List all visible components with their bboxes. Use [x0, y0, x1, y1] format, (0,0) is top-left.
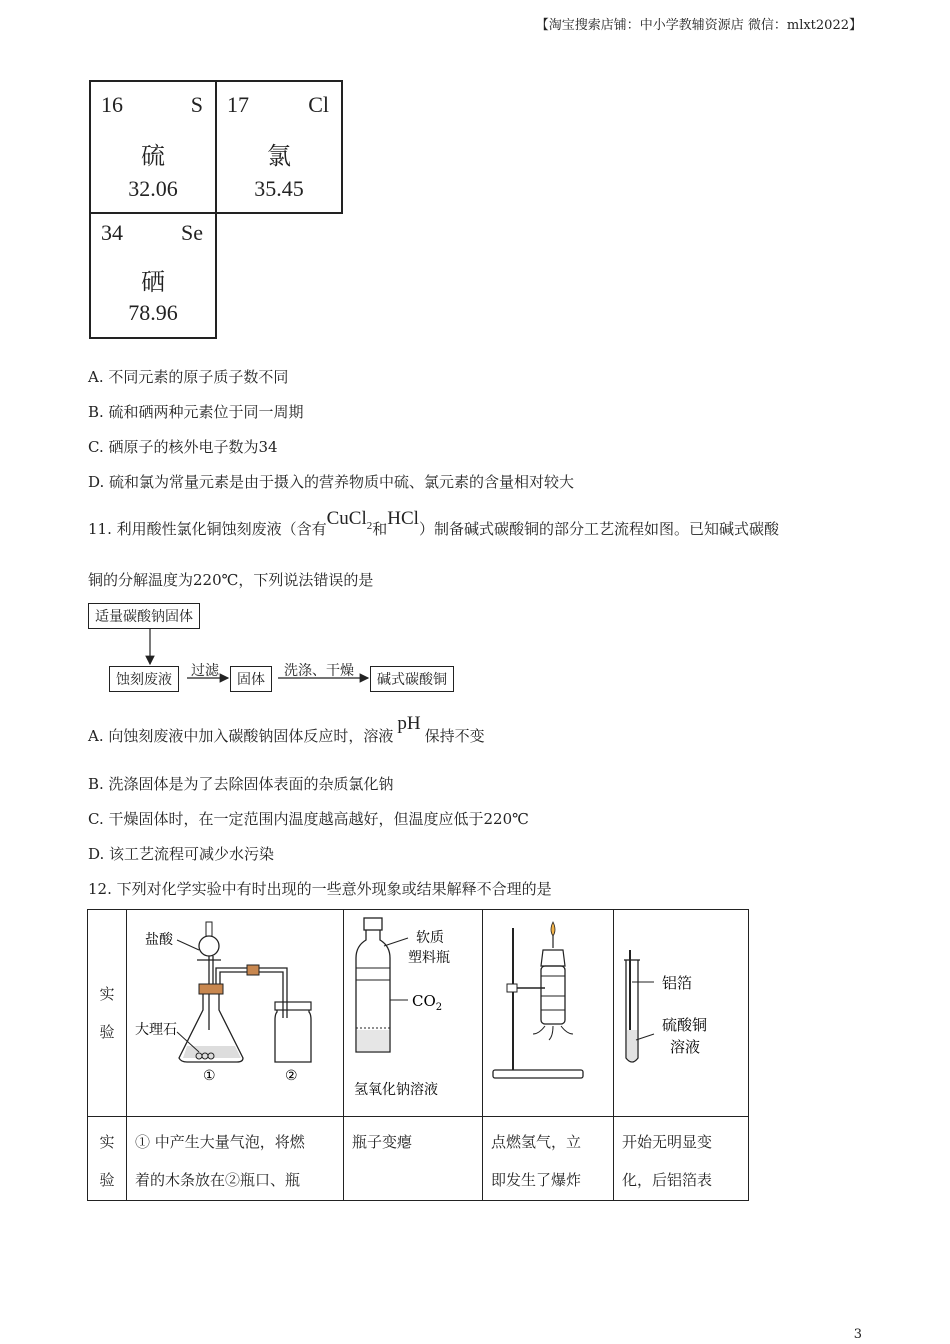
label-copper-sulfate-line2: 溶液: [670, 1038, 701, 1056]
q11-stem-part2: ）制备碱式碳酸铜的部分工艺流程如图。已知碱式碳酸: [418, 520, 779, 538]
label-copper-sulfate-line1: 硫酸铜: [662, 1016, 708, 1034]
hydrogen-ignition-diagram: [483, 910, 613, 1116]
label-acid: 盐酸: [145, 932, 173, 948]
formula-main: CuCl: [326, 508, 367, 529]
label-co2: [412, 992, 442, 1013]
label-flask-1: ①: [203, 1068, 216, 1084]
element-cell-chlorine: [215, 80, 343, 214]
row-header-char: 实: [99, 985, 115, 1003]
element-name: 硒: [141, 268, 165, 296]
element-symbol: Se: [181, 220, 203, 245]
diagram-cell-co2-generation: [127, 910, 344, 1117]
flow-step-filter: 过滤: [191, 663, 219, 679]
q11-option-d: D. 该工艺流程可减少水污染: [88, 845, 275, 863]
formula-hcl: HCl: [387, 508, 419, 529]
q11-option-a: [88, 713, 485, 747]
phenomenon-cell-3: [483, 1117, 614, 1201]
experiment-phenomenon-row: [88, 1117, 749, 1201]
phenomenon-cell-2: [344, 1117, 483, 1201]
q10-option-c: C. 硒原子的核外电子数为34: [88, 438, 278, 456]
q11-option-c: C. 干燥固体时，在一定范围内温度越高越好，但温度应低于220℃: [88, 810, 529, 828]
label-soft-bottle-line1: 软质: [416, 930, 444, 946]
atomic-number: 17: [227, 92, 249, 117]
q10-option-a: A. 不同元素的原子质子数不同: [88, 368, 289, 386]
flow-step-wash-dry: 洗涤、干燥: [284, 663, 354, 679]
q12-stem: 12. 下列对化学实验中有时出现的一些意外现象或结果解释不合理的是: [88, 880, 552, 898]
co2-apparatus-diagram: [127, 910, 343, 1116]
q11-stem-line2: 铜的分解温度为220℃，下列说法错误的是: [88, 571, 374, 589]
atomic-mass: 35.45: [254, 176, 304, 201]
flow-waste-box: 蚀刻废液: [109, 666, 179, 692]
q10-option-b: B. 硫和硒两种元素位于同一周期: [88, 403, 304, 421]
q11-stem-part1: 11. 利用酸性氯化铜蚀刻废液（含有: [88, 520, 327, 538]
phenomenon-cell-1: [127, 1117, 344, 1201]
row-header-experiment: [88, 910, 127, 1117]
label-soft-bottle-line2: 塑料瓶: [408, 950, 450, 966]
q11-stem: [88, 508, 779, 542]
q11-option-b: B. 洗涤固体是为了去除固体表面的杂质氯化钠: [88, 775, 394, 793]
co2-main: CO: [412, 992, 436, 1010]
label-bottle-2: ②: [285, 1068, 298, 1084]
page-number: 3: [853, 1327, 862, 1342]
phenomenon-cell-4: [614, 1117, 749, 1201]
formula-ph: pH: [397, 713, 421, 734]
label-marble: 大理石: [135, 1022, 177, 1038]
atomic-number: 34: [101, 220, 123, 245]
flow-solid-box: 固体: [230, 666, 272, 692]
q11-option-a-part1: A. 向蚀刻废液中加入碳酸钠固体反应时，溶液: [88, 727, 394, 745]
phenomenon-line: 开始无明显变: [622, 1133, 713, 1151]
element-cell-selenium: [89, 212, 217, 339]
q11-stem-and: 和: [372, 520, 388, 538]
element-symbol: S: [190, 92, 203, 117]
atomic-mass: 78.96: [128, 300, 178, 325]
experiment-diagram-row: [88, 910, 749, 1117]
plastic-bottle-diagram: [344, 910, 482, 1116]
element-name: 硫: [141, 142, 165, 170]
row-header-char: 实: [99, 1133, 115, 1151]
label-aluminum-foil: 铝箔: [662, 974, 693, 992]
phenomenon-line: 点燃氢气，立: [491, 1133, 582, 1151]
diagram-cell-hydrogen-ignition: [483, 910, 614, 1117]
aluminum-foil-diagram: [614, 910, 748, 1116]
phenomenon-line: 化，后铝箔表: [622, 1171, 713, 1189]
experiment-table: [87, 909, 749, 1201]
row-header-char: 验: [99, 1023, 115, 1041]
row-header-char: 验: [99, 1171, 115, 1189]
co2-subscript: 2: [435, 1002, 443, 1013]
phenomenon-line: ① 中产生大量气泡，将燃: [135, 1133, 305, 1151]
formula-cucl2: [326, 508, 373, 532]
element-name: 氯: [267, 142, 291, 170]
flow-reagent-box: 适量碳酸钠固体: [88, 603, 200, 629]
q11-option-a-part2: 保持不变: [424, 727, 485, 745]
element-symbol: Cl: [308, 92, 329, 117]
diagram-cell-aluminum-foil: [614, 910, 749, 1117]
phenomenon-line: 瓶子变瘪: [352, 1133, 413, 1151]
diagram-cell-plastic-bottle: [344, 910, 483, 1117]
flow-product-box: 碱式碳酸铜: [370, 666, 454, 692]
row-header-phenomenon: [88, 1117, 127, 1201]
atomic-number: 16: [101, 92, 123, 117]
formula-subscript: 2: [366, 519, 373, 532]
phenomenon-line: 着的木条放在②瓶口、瓶: [135, 1171, 301, 1189]
page-header: 【淘宝搜索店铺：中小学教辅资源店 微信：mlxt2022】: [535, 18, 862, 33]
atomic-mass: 32.06: [128, 176, 178, 201]
q10-option-d: D. 硫和氯为常量元素是由于摄入的营养物质中硫、氯元素的含量相对较大: [88, 473, 575, 491]
element-cell-sulfur: [89, 80, 217, 214]
label-naoh-solution: 氢氧化钠溶液: [354, 1082, 438, 1098]
phenomenon-line: 即发生了爆炸: [491, 1171, 582, 1189]
